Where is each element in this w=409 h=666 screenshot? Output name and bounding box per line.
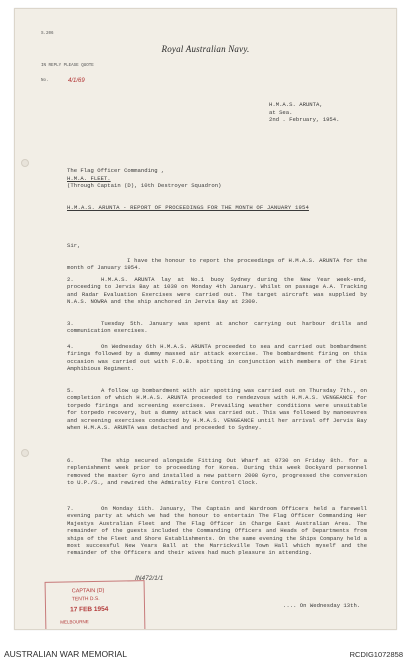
paragraph-number: 5. bbox=[67, 387, 74, 394]
archive-name: AUSTRALIAN WAR MEMORIAL bbox=[4, 649, 127, 659]
sender-address bbox=[269, 101, 340, 124]
paragraph-text: On Monday 11th. January, The Captain and Wardroom Officers held a farewell evening party at which we had the honour to entertain The Flag Officer Commanding Her Majestys Australian Fleet and The Flag Officer in Charge East Australian Area. The remainder of the guests included the Commanding Officers and Heads of Departments from ships of the Fleet and Shore Establishments. On the same evening the Ships Company held a most successful New Years Ball at the Marrickville Town Hall which myself and the remainder of the Officers and their wives had much pleasure in attending. bbox=[67, 505, 367, 557]
paragraph-text: The ship secured alongside Fitting Out Wharf at 0730 on Friday 8th. for a replenishment week prior to proceeding for Korea. During this week Dockyard personnel removed the master Gyro and installed a new pattern 2008 Gyro, progressed the conversion to U.P./S., and rewired the Admiralty Fire Control Clock. bbox=[67, 457, 367, 487]
stamp-line-4: MELBOURNE bbox=[60, 619, 89, 625]
salutation: Sir, bbox=[67, 242, 81, 249]
punch-hole bbox=[21, 449, 29, 457]
recipient-line-2: H.M.A. FLEET. bbox=[67, 174, 111, 182]
paragraph-text: Tuesday 5th. January was spent at anchor carrying out harbour drills and communication exercises. bbox=[67, 320, 367, 335]
record-id: RCDIG1072858 bbox=[349, 650, 403, 659]
recipient-line-3: (Through Captain (D), 10th Destroyer Squadron) bbox=[67, 182, 222, 190]
paragraph-number: 2. bbox=[67, 276, 74, 283]
sender-ship: H.M.A.S. ARUNTA, bbox=[269, 101, 323, 108]
paragraph-7 bbox=[67, 505, 367, 557]
paragraph-number: 4. bbox=[67, 343, 74, 350]
stamp-date: 17 FEB 1954 bbox=[69, 605, 109, 614]
paragraph-text: On Wednesday 6th H.M.A.S. ARUNTA proceeded to sea and carried out bombardment firings followed by a dummy massed air attack exercise. The bombardment firing on this occasion was carried out with F.O.B. spotting in conjunction with members of the First Amphibious Regiment. bbox=[67, 343, 367, 373]
paragraph-number: 7. bbox=[67, 505, 74, 512]
sender-location: at Sea. bbox=[269, 108, 293, 116]
paragraph-text: A follow up bombardment with air spotting was carried out on Thursday 7th., on completion of which H.M.A.S. ARUNTA proceeded to rendezvous with H.M.A.S. VENGEANCE for torpedo firings and screening exercises. Prevailing weather conditions were unsuitable for torpedo recovery, but a dummy attack was carried out. This was followed by manoeuvres and screening exercises conducted by H.M.A.S. VENGEANCE until her arrival off Jervis Bay when H.M.A.S. ARUNTA was detached and proceeded to Sydney. bbox=[67, 387, 367, 432]
recipient-line-1: The Flag Officer Commanding , bbox=[67, 167, 165, 174]
paragraph-4 bbox=[67, 343, 367, 373]
paragraph-3 bbox=[67, 320, 367, 335]
paragraph-number: 3. bbox=[67, 320, 74, 327]
punch-hole bbox=[21, 159, 29, 167]
paragraph-6 bbox=[67, 457, 367, 487]
paragraph-2 bbox=[67, 276, 367, 306]
paragraph-text: I have the honour to report the proceedings of H.M.A.S. ARUNTA for the month of January 1954. bbox=[67, 257, 367, 272]
paragraph-number: 6. bbox=[67, 457, 74, 464]
recipient-block bbox=[67, 167, 221, 190]
stamp-line-1: CAPTAIN (D) bbox=[71, 587, 105, 595]
reply-prefix: IN REPLY PLEASE QUOTE bbox=[41, 64, 94, 68]
reference-number: 4/1/69 bbox=[68, 78, 85, 84]
handwritten-reference: IN472/1/1 bbox=[135, 575, 164, 582]
continuation-note: .... On Wednesday 13th. bbox=[283, 602, 361, 609]
stamp-line-2: TENTH D.S. bbox=[71, 595, 100, 603]
subject-line: H.M.A.S. ARUNTA - REPORT OF PROCEEDINGS FOR THE MONTH OF JANUARY 1954 bbox=[67, 204, 309, 211]
letterhead: Royal Australian Navy. bbox=[161, 44, 250, 54]
received-stamp bbox=[45, 580, 146, 630]
letter-date: 2nd . February, 1954. bbox=[269, 116, 340, 124]
paragraph-1 bbox=[67, 257, 367, 272]
paragraph-5 bbox=[67, 387, 367, 431]
reply-number-label: No. bbox=[41, 79, 49, 83]
paragraph-text: H.M.A.S. ARUNTA lay at No.1 buoy Sydney during the New Year week-end, proceeding to Jervis Bay at 1030 on Monday 4th January. Whilst on passage A.A. Tracking and Radar Evaluation Exercises were carried out. The target aircraft was supplied by N.A.S. NOWRA and the ship anchored in Jervis Bay at 2300. bbox=[67, 276, 367, 306]
form-code: S.206 bbox=[41, 32, 54, 36]
document-page bbox=[14, 8, 397, 630]
